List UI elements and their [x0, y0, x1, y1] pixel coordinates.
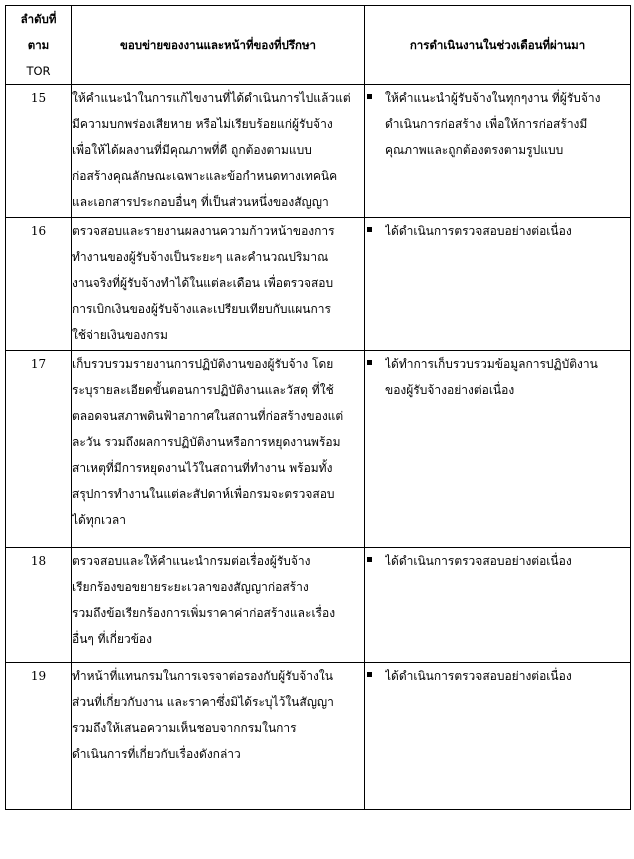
progress-bullet-item — [365, 548, 630, 574]
scope-text-line: ดำเนินการที่เกี่ยวกับเรื่องดังกล่าว — [72, 747, 241, 761]
scope-text-line: งานจริงที่ผู้รับจ้างทำได้ในแต่ละเดือน เพื่อตรวจสอบ — [72, 276, 334, 290]
scope-cell — [72, 85, 365, 218]
header-tor-number-line1: ลำดับที่ — [20, 12, 57, 26]
scope-text-line: สาเหตุที่มีการหยุดงานไว้ในสถานที่ทำงาน พร้อมทั้ง — [72, 461, 333, 475]
progress-cell — [365, 85, 631, 218]
tor-item-number: 16 — [6, 218, 72, 351]
tor-item-number: 19 — [6, 663, 72, 810]
header-tor-number — [6, 6, 72, 85]
progress-cell — [365, 218, 631, 351]
square-bullet-icon — [367, 557, 372, 562]
scope-text-line: เรียกร้องขอขยายระยะเวลาของสัญญาก่อสร้าง — [72, 580, 309, 594]
scope-text-line: ใช้จ่ายเงินของกรม — [72, 328, 168, 342]
square-bullet-icon — [367, 360, 372, 365]
scope-text-line: มีความบกพร่องเสียหาย หรือไม่เรียบร้อยแก่ผู้รับจ้าง — [72, 117, 333, 131]
scope-cell — [72, 548, 365, 663]
progress-cell — [365, 663, 631, 810]
progress-text-line: ของผู้รับจ้างอย่างต่อเนื่อง — [385, 383, 515, 397]
progress-bullet-item — [365, 351, 630, 403]
tor-item-number: 15 — [6, 85, 72, 218]
scope-text-line: ส่วนที่เกี่ยวกับงาน และราคาซึ่งมิได้ระบุไว้ในสัญญา — [72, 695, 334, 709]
square-bullet-icon — [367, 672, 372, 677]
scope-text-line: และเอกสารประกอบอื่นๆ ที่เป็นส่วนหนึ่งของสัญญา — [72, 195, 329, 209]
scope-text-line: สรุปการทำงานในแต่ละสัปดาห์เพื่อกรมจะตรวจสอบ — [72, 487, 335, 501]
table-row — [6, 85, 631, 218]
scope-cell — [72, 218, 365, 351]
table-row — [6, 663, 631, 810]
scope-text-line: เก็บรวบรวมรายงานการปฏิบัติงานของผู้รับจ้าง โดย — [72, 357, 334, 371]
header-tor-number-line3: TOR — [26, 64, 51, 78]
scope-text-line: อื่นๆ ที่เกี่ยวข้อง — [72, 632, 152, 646]
progress-text-line: คุณภาพและถูกต้องตรงตามรูปแบบ — [385, 143, 564, 157]
table-header-row — [6, 6, 631, 85]
scope-cell — [72, 351, 365, 548]
scope-text-line: ได้ทุกเวลา — [72, 513, 126, 527]
progress-text-line: ได้ดำเนินการตรวจสอบอย่างต่อเนื่อง — [385, 669, 572, 683]
scope-text-line: การเบิกเงินของผู้รับจ้างและเปรียบเทียบกับแผนการ — [72, 302, 331, 316]
header-scope: ขอบข่ายของงานและหน้าที่ของที่ปรึกษา — [72, 6, 365, 85]
square-bullet-icon — [367, 227, 372, 232]
progress-bullet-item — [365, 663, 630, 689]
scope-text-line: รวมถึงให้เสนอความเห็นชอบจากกรมในการ — [72, 721, 297, 735]
table-row — [6, 351, 631, 548]
progress-bullet-item — [365, 85, 630, 163]
square-bullet-icon — [367, 94, 372, 99]
header-tor-number-line2: ตาม — [27, 38, 50, 52]
progress-cell — [365, 351, 631, 548]
scope-text-line: ละวัน รวมถึงผลการปฏิบัติงานหรือการหยุดงานพร้อม — [72, 435, 341, 449]
scope-text-line: ตรวจสอบและให้คำแนะนำกรมต่อเรื่องผู้รับจ้าง — [72, 554, 311, 568]
progress-text-line: ได้ดำเนินการตรวจสอบอย่างต่อเนื่อง — [385, 554, 572, 568]
progress-text-line: ได้ทำการเก็บรวบรวมข้อมูลการปฏิบัติงาน — [385, 357, 598, 371]
tor-item-number: 18 — [6, 548, 72, 663]
scope-text-line: ให้คำแนะนำในการแก้ไขงานที่ได้ดำเนินการไปแล้วแต่ — [72, 91, 351, 105]
scope-text-line: ตลอดจนสภาพดินฟ้าอากาศในสถานที่ก่อสร้างของแต่ — [72, 409, 344, 423]
header-progress: การดำเนินงานในช่วงเดือนที่ผ่านมา — [365, 6, 631, 85]
tor-progress-table — [5, 5, 631, 810]
table-row — [6, 218, 631, 351]
progress-cell — [365, 548, 631, 663]
scope-text-line: ระบุรายละเอียดขั้นตอนการปฏิบัติงานและวัสดุ ที่ใช้ — [72, 383, 334, 397]
progress-bullet-item — [365, 218, 630, 244]
scope-text-line: ก่อสร้างคุณลักษณะเฉพาะและข้อกำหนดทางเทคนิค — [72, 169, 338, 183]
progress-text-line: ได้ดำเนินการตรวจสอบอย่างต่อเนื่อง — [385, 224, 572, 238]
progress-text-line: ดำเนินการก่อสร้าง เพื่อให้การก่อสร้างมี — [385, 117, 588, 131]
table-row — [6, 548, 631, 663]
scope-text-line: เพื่อให้ได้ผลงานที่มีคุณภาพที่ดี ถูกต้องตามแบบ — [72, 143, 312, 157]
scope-text-line: ทำหน้าที่แทนกรมในการเจรจาต่อรองกับผู้รับจ้างใน — [72, 669, 333, 683]
scope-text-line: ทำงานของผู้รับจ้างเป็นระยะๆ และคำนวณปริมาณ — [72, 250, 329, 264]
progress-text-line: ให้คำแนะนำผู้รับจ้างในทุกๆงาน ที่ผู้รับจ้าง — [385, 91, 601, 105]
tor-item-number: 17 — [6, 351, 72, 548]
scope-text-line: รวมถึงข้อเรียกร้องการเพิ่มราคาค่าก่อสร้างและเรื่อง — [72, 606, 336, 620]
scope-cell — [72, 663, 365, 810]
scope-text-line: ตรวจสอบและรายงานผลงานความก้าวหน้าของการ — [72, 224, 335, 238]
